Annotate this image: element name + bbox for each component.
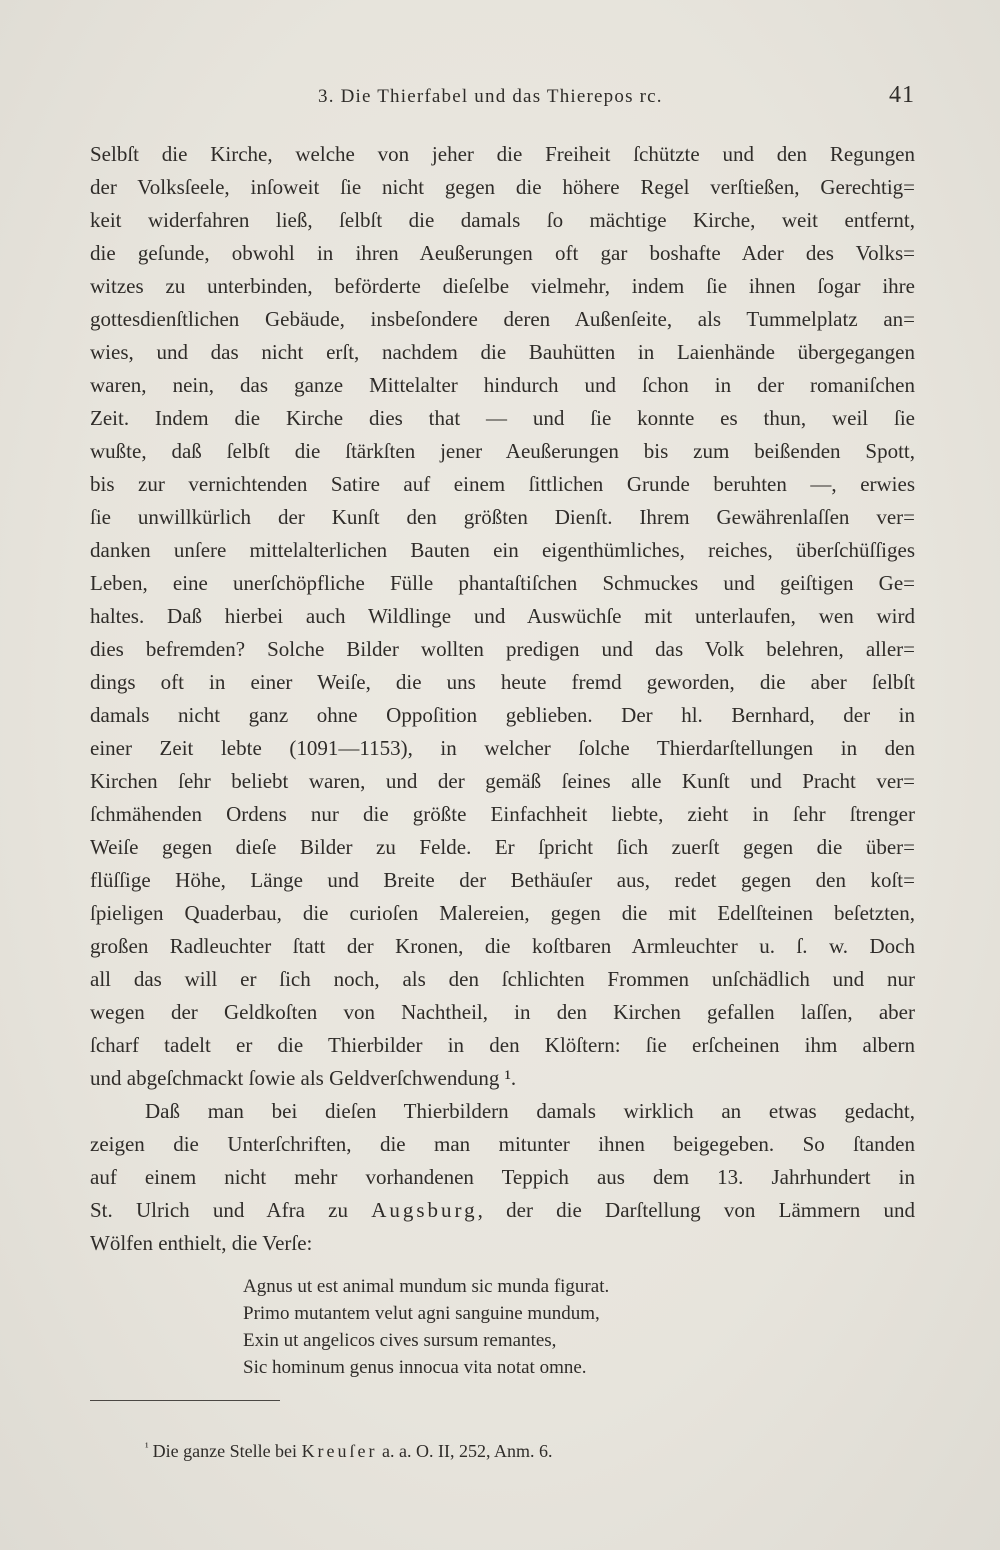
text-line: gottesdienſtlichen Gebäude, insbeſondere deren Außenſeite, als Tummelplatz an= xyxy=(90,307,915,331)
text-line: Wölfen enthielt, die Verſe: xyxy=(90,1231,313,1255)
text-line: dies befremden? Solche Bilder wollten predigen und das Volk belehren, aller= xyxy=(90,637,915,661)
text-line: dings oft in einer Weiſe, die uns heute fremd geworden, die aber ſelbſt xyxy=(90,670,915,694)
text-line: Selbſt die Kirche, welche von jeher die Freiheit ſchützte und den Regungen xyxy=(90,142,915,166)
latin-verse xyxy=(243,1273,609,1381)
verse-line: Primo mutantem velut agni sanguine mundum, xyxy=(243,1303,600,1324)
text-line: all das will er ſich noch, als den ſchlichten Frommen unſchädlich und nur xyxy=(90,967,915,991)
verse-line: Exin ut angelicos cives sursum remantes, xyxy=(243,1330,557,1351)
text-line: waren, nein, das ganze Mittelalter hindurch und ſchon in der romaniſchen xyxy=(90,373,915,397)
footnote-citation: a. a. O. II, 252, Anm. 6. xyxy=(377,1441,553,1461)
paragraph xyxy=(90,1095,915,1260)
text-line: die geſunde, obwohl in ihren Aeußerungen oft gar boshafte Ader des Volks= xyxy=(90,241,915,265)
text-line: ſcharf tadelt er die Thierbilder in den Klöſtern: ſie erſcheinen ihm albern xyxy=(90,1033,915,1057)
text-line: und abgeſchmackt ſowie als Geldverſchwendung ¹. xyxy=(90,1066,517,1090)
text-line: großen Radleuchter ſtatt der Kronen, die koſtbaren Armleuchter u. ſ. w. Doch xyxy=(90,934,915,958)
paragraph xyxy=(90,138,915,1095)
page-number: 41 xyxy=(889,82,915,108)
text-line: ſie unwillkürlich der Kunſt den größten Dienſt. Ihrem Gewährenlaſſen ver= xyxy=(90,505,915,529)
spaced-word: Augsburg xyxy=(371,1198,478,1222)
text-line: Weiſe gegen dieſe Bilder zu Felde. Er ſpricht ſich zuerſt gegen die über= xyxy=(90,835,915,859)
text-line: haltes. Daß hierbei auch Wildlinge und Auswüchſe mit unterlaufen, wen wird xyxy=(90,604,915,628)
text-line: Leben, eine unerſchöpfliche Fülle phantaſtiſchen Schmuckes und geiſtigen Ge= xyxy=(90,571,915,595)
text-line: danken unſere mittelalterlichen Bauten ein eigenthümliches, reiches, überſchüſſiges xyxy=(90,538,915,562)
text-line: ſchmähenden Ordens nur die größte Einfachheit liebte, zieht in ſehr ſtrenger xyxy=(90,802,915,826)
text-line: Kirchen ſehr beliebt waren, und der gemäß ſeines alle Kunſt und Pracht ver= xyxy=(90,769,915,793)
running-title: 3. Die Thierfabel und das Thierepos rc. xyxy=(318,86,663,107)
text-line: damals nicht ganz ohne Oppoſition geblieben. Der hl. Bernhard, der in xyxy=(90,703,915,727)
verse-line: Agnus ut est animal mundum sic munda figurat. xyxy=(243,1276,610,1297)
footnote-text: Die ganze Stelle bei xyxy=(152,1441,302,1461)
text-line: keit widerfahren ließ, ſelbſt die damals ſo mächtige Kirche, weit entfernt, xyxy=(90,208,915,232)
body-text xyxy=(90,138,915,1260)
text-line: auf einem nicht mehr vorhandenen Teppich aus dem 13. Jahrhundert in xyxy=(90,1165,915,1189)
verse-line: Sic hominum genus innocua vita notat omne. xyxy=(243,1357,587,1378)
text-line: bis zur vernichtenden Satire auf einem ſittlichen Grunde beruhten —, erwies xyxy=(90,472,915,496)
text-line: Daß man bei dieſen Thierbildern damals wirklich an etwas gedacht, xyxy=(145,1099,915,1123)
text-line: wies, und das nicht erſt, nachdem die Bauhütten in Laienhände übergegangen xyxy=(90,340,915,364)
text-line: ſpieligen Quaderbau, die curioſen Malereien, gegen die mit Edelſteinen beſetzten, xyxy=(90,901,915,925)
footnote xyxy=(145,1434,553,1464)
text-run: St. Ulrich und Afra zu xyxy=(90,1198,372,1222)
text-line: witzes zu unterbinden, beförderte dieſelbe vielmehr, indem ſie ihnen ſogar ihre xyxy=(90,274,915,298)
text-line xyxy=(90,1194,915,1227)
footnote-author: Kreuſer xyxy=(301,1441,378,1461)
footnote-mark: ¹ xyxy=(145,1440,149,1454)
text-line: flüſſige Höhe, Länge und Breite der Bethäuſer aus, redet gegen den koſt= xyxy=(90,868,915,892)
text-run: , der die Darſtellung von Lämmern und xyxy=(477,1198,915,1222)
footnote-rule xyxy=(90,1400,280,1401)
text-line: zeigen die Unterſchriften, die man mitunter ihnen beigegeben. So ſtanden xyxy=(90,1132,915,1156)
text-line: wußte, daß ſelbſt die ſtärkſten jener Aeußerungen bis zum beißenden Spott, xyxy=(90,439,915,463)
text-line: wegen der Geldkoſten von Nachtheil, in den Kirchen gefallen laſſen, aber xyxy=(90,1000,915,1024)
text-line: Zeit. Indem die Kirche dies that — und ſie konnte es thun, weil ſie xyxy=(90,406,915,430)
text-line: der Volksſeele, inſoweit ſie nicht gegen die höhere Regel verſtießen, Gerechtig= xyxy=(90,175,915,199)
text-line: einer Zeit lebte (1091—1153), in welcher ſolche Thierdarſtellungen in den xyxy=(90,736,915,760)
